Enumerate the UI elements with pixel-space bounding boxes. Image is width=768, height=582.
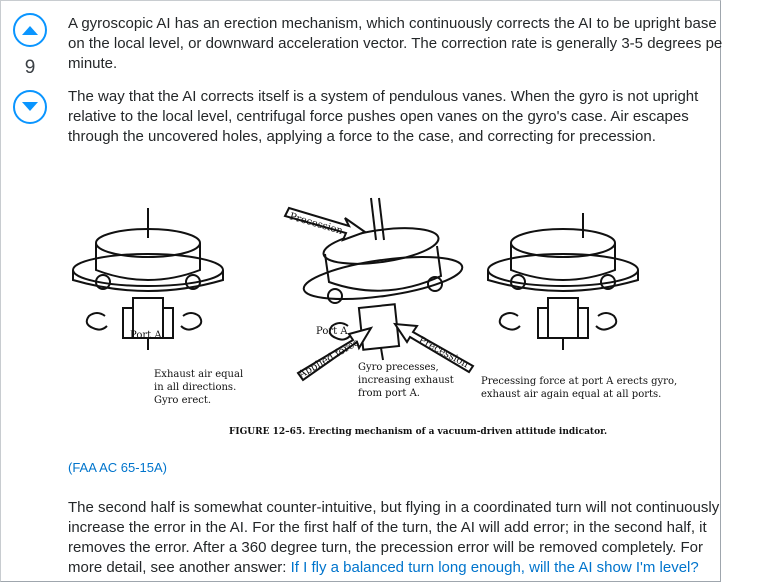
caption-right-2: exhaust air again equal at all ports.: [481, 389, 662, 400]
text-line: through the uncovered holes, applying a force to the case, and correcting for precession.: [68, 128, 656, 145]
arrow-up-icon: [21, 24, 39, 36]
text-line: removes the error. After a 360 degree turn, the precession error will be removed completely. For: [68, 539, 704, 556]
paragraph-pendulous-vanes: [68, 87, 708, 147]
text-line: A gyroscopic AI has an erection mechanism, which continuously corrects the AI to be upright base: [68, 15, 717, 32]
label-precession-top: Precession: [288, 211, 344, 238]
text-line: more detail, see another answer:: [68, 559, 291, 576]
caption-mid-3: from port A.: [358, 388, 420, 399]
figure-caption: FIGURE 12–65. Erecting mechanism of a vacuum-driven attitude indicator.: [229, 427, 608, 437]
caption-left-1: Exhaust air equal: [154, 369, 244, 380]
label-precession-mid: Precession: [416, 334, 471, 371]
paragraph-coordinated-turn: [68, 498, 768, 578]
erecting-mechanism-figure: [53, 198, 678, 450]
text-line: increase the error in the AI. For the first half of the turn, the AI will add error; in the second half, it: [68, 519, 707, 536]
text-line: The way that the AI corrects itself is a system of pendulous vanes. When the gyro is not upright: [68, 88, 699, 105]
label-port-a-mid: Port A: [316, 326, 348, 337]
citation-source: (FAA AC 65-15A): [68, 460, 167, 475]
text-line: on the local level, or downward acceleration vector. The correction rate is generally 3-5 degrees pe: [68, 35, 723, 52]
gyro-left-drawing: [73, 208, 223, 350]
vote-cell: [12, 13, 48, 124]
downvote-button[interactable]: [13, 90, 47, 124]
gyro-diagram: [53, 198, 678, 450]
label-applied-force: Applied force: [297, 337, 362, 381]
text-line: minute.: [68, 55, 118, 72]
paragraph-erection-mechanism: [68, 14, 748, 74]
vote-score: 9: [24, 57, 36, 78]
upvote-button[interactable]: [13, 13, 47, 47]
related-answer-link[interactable]: If I fly a balanced turn long enough, will the AI show I'm level?: [290, 559, 699, 576]
caption-left-3: Gyro erect.: [154, 395, 212, 406]
text-line: The second half is somewhat counter-intuitive, but flying in a coordinated turn will not continuously: [68, 499, 720, 516]
label-port-a-left: Port A: [130, 330, 162, 341]
caption-mid-2: increasing exhaust: [358, 375, 454, 386]
arrow-down-icon: [21, 101, 39, 113]
caption-mid-1: Gyro precesses,: [358, 362, 439, 373]
caption-left-2: in all directions.: [154, 382, 237, 393]
caption-right-1: Precessing force at port A erects gyro,: [481, 376, 678, 387]
text-line: relative to the local level, centrifugal force pushes open vanes on the gyro's case. Air escapes: [68, 108, 689, 125]
gyro-right-drawing: [488, 213, 638, 350]
